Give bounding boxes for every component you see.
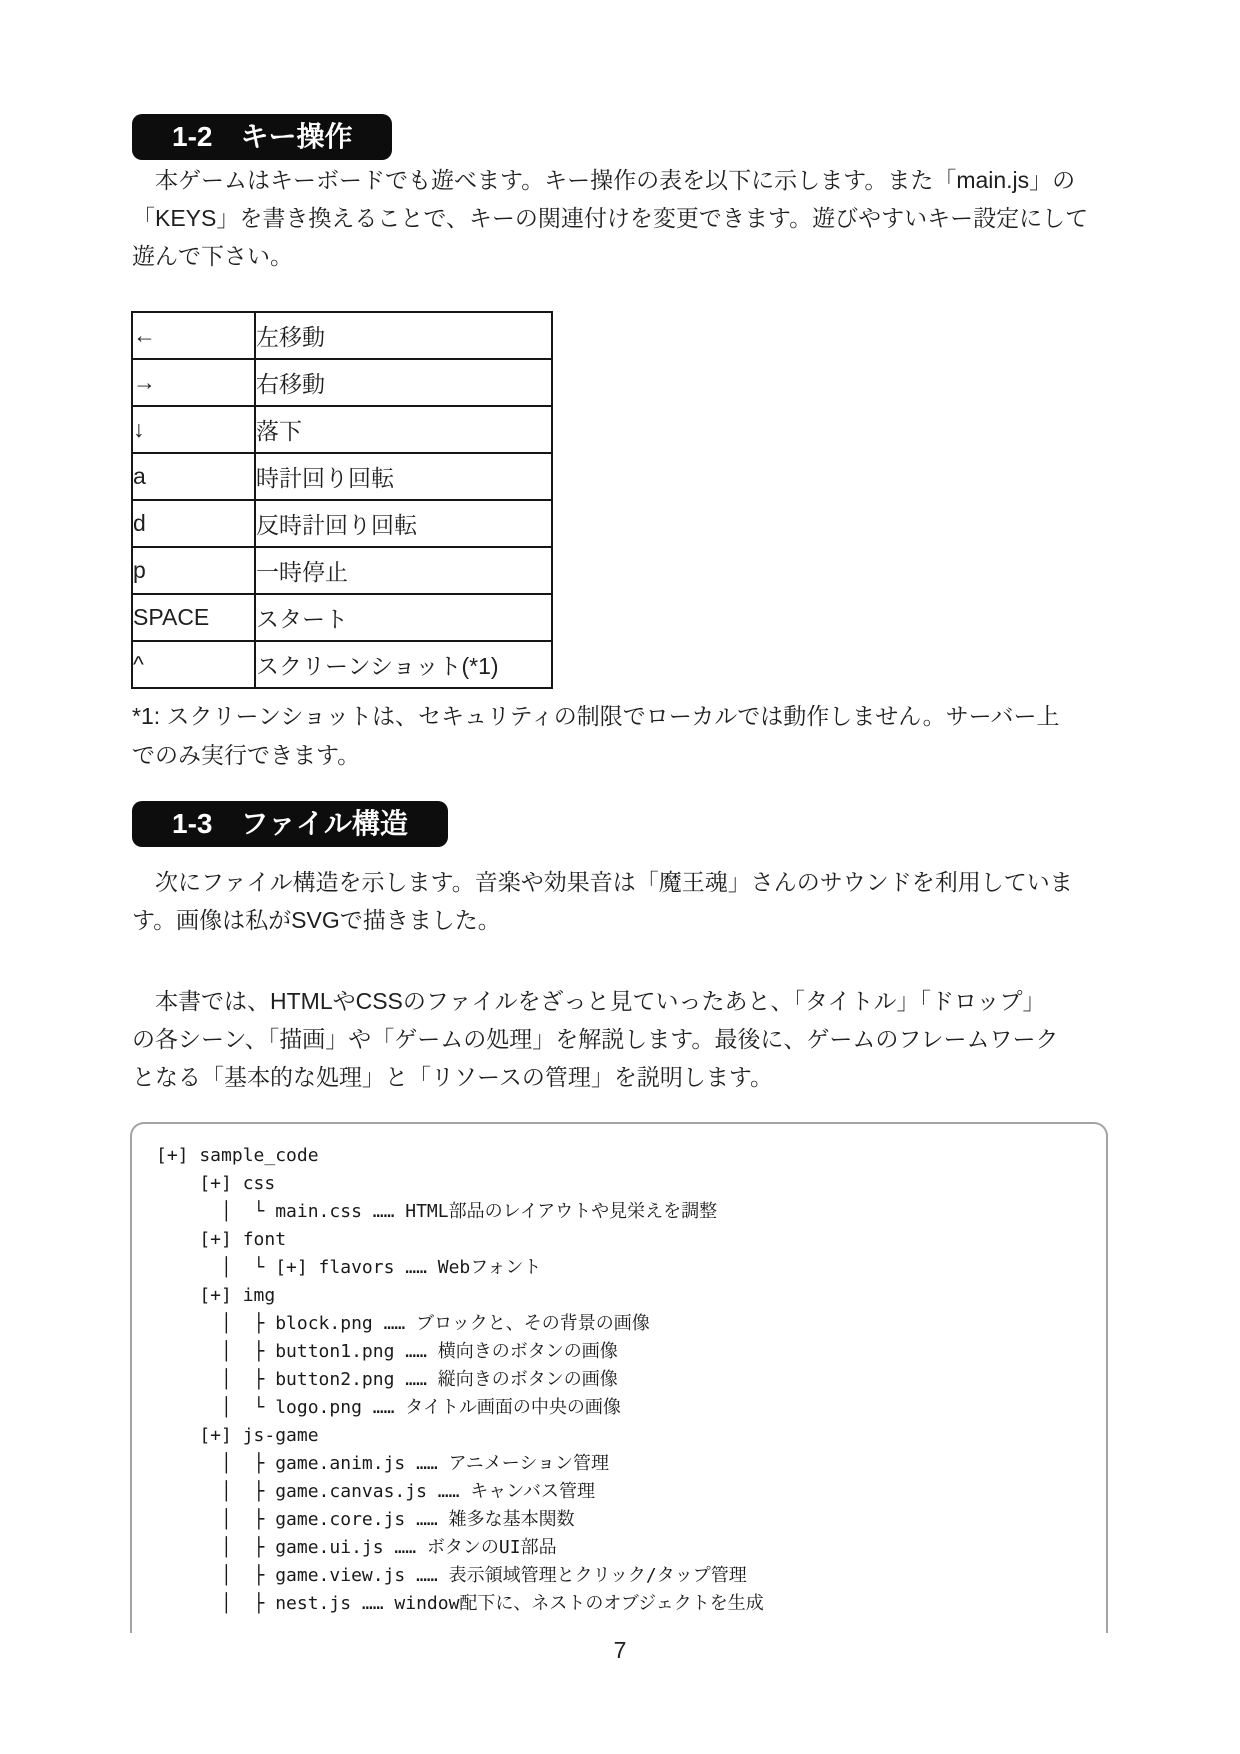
key-operation-table xyxy=(131,311,553,689)
table-row xyxy=(132,359,552,406)
key-cell: → xyxy=(132,359,255,406)
file-tree-line: │ ├ game.canvas.js …… キャンバス管理 xyxy=(156,1481,596,1502)
file-tree-line: [+] js-game xyxy=(156,1425,319,1446)
section-1-2-paragraph xyxy=(132,161,1088,275)
key-cell: ← xyxy=(132,312,255,359)
footnote-line: *1: スクリーンショットは、セキュリティの制限でローカルでは動作しません。サーバー上 xyxy=(132,703,1060,729)
file-tree-line: │ ├ button2.png …… 縦向きのボタンの画像 xyxy=(156,1369,618,1390)
key-cell: p xyxy=(132,547,255,594)
file-tree-line: │ ├ nest.js …… window配下に、ネストのオブジェクトを生成 xyxy=(156,1593,764,1614)
table-row xyxy=(132,641,552,688)
file-structure-box xyxy=(130,1122,1108,1633)
file-tree-line: [+] font xyxy=(156,1229,287,1250)
paragraph-line: 次にファイル構造を示します。音楽や効果音は「魔王魂」さんのサウンドを利用していま xyxy=(132,869,1073,895)
action-cell: 反時計回り回転 xyxy=(255,500,552,547)
file-tree-line: │ ├ game.anim.js …… アニメーション管理 xyxy=(156,1453,609,1474)
footnote-line: でのみ実行できます。 xyxy=(132,742,361,768)
table-row xyxy=(132,594,552,641)
action-cell: 右移動 xyxy=(255,359,552,406)
footnote xyxy=(132,697,1060,775)
section-1-3-paragraph-1 xyxy=(132,863,1073,939)
action-cell: 落下 xyxy=(255,406,552,453)
table-row xyxy=(132,406,552,453)
section-heading-1-3: 1-3 ファイル構造 xyxy=(132,801,448,847)
paragraph-line: となる「基本的な処理」と「リソースの管理」を説明します。 xyxy=(132,1064,774,1090)
key-cell: a xyxy=(132,453,255,500)
file-tree-line: [+] sample_code xyxy=(156,1145,319,1166)
file-tree-line: │ ├ block.png …… ブロックと、その背景の画像 xyxy=(156,1313,650,1334)
file-tree-line: │ ├ game.ui.js …… ボタンのUI部品 xyxy=(156,1537,557,1558)
file-tree-line: │ ├ game.view.js …… 表示領域管理とクリック/タップ管理 xyxy=(156,1565,747,1586)
paragraph-line: 「KEYS」を書き換えることで、キーの関連付けを変更できます。遊びやすいキー設定にして xyxy=(132,205,1089,231)
file-tree-line: │ ├ button1.png …… 横向きのボタンの画像 xyxy=(156,1341,618,1362)
page-number: 7 xyxy=(613,1637,627,1663)
section-1-3-paragraph-2 xyxy=(132,982,1058,1096)
action-cell: 左移動 xyxy=(255,312,552,359)
action-cell: 時計回り回転 xyxy=(255,453,552,500)
file-tree-line: [+] css xyxy=(156,1173,276,1194)
file-tree-line: │ └ main.css …… HTML部品のレイアウトや見栄えを調整 xyxy=(156,1201,718,1222)
paragraph-line: 本書では、HTMLやCSSのファイルをざっと見ていったあと、「タイトル」「ドロップ」 xyxy=(132,988,1046,1014)
file-tree-line: │ ├ game.core.js …… 雑多な基本関数 xyxy=(156,1509,575,1530)
action-cell: スタート xyxy=(255,594,552,641)
action-cell: スクリーンショット(*1) xyxy=(255,641,552,688)
file-tree-line: [+] img xyxy=(156,1285,276,1306)
paragraph-line: す。画像は私がSVGで描きました。 xyxy=(132,907,501,933)
table-row xyxy=(132,547,552,594)
file-tree-line: │ └ logo.png …… タイトル画面の中央の画像 xyxy=(156,1397,621,1418)
table-row xyxy=(132,312,552,359)
key-cell: SPACE xyxy=(132,594,255,641)
paragraph-line: の各シーン、「描画」や「ゲームの処理」を解説します。最後に、ゲームのフレームワーク xyxy=(132,1026,1059,1052)
paragraph-line: 本ゲームはキーボードでも遊べます。キー操作の表を以下に示します。また「main.js」の xyxy=(132,167,1076,193)
key-cell: d xyxy=(132,500,255,547)
section-heading-1-2: 1-2 キー操作 xyxy=(132,114,392,160)
table-row xyxy=(132,500,552,547)
paragraph-line: 遊んで下さい。 xyxy=(132,243,293,269)
table-row xyxy=(132,453,552,500)
key-cell: ^ xyxy=(132,641,255,688)
action-cell: 一時停止 xyxy=(255,547,552,594)
file-tree-line: │ └ [+] flavors …… Webフォント xyxy=(156,1257,542,1278)
key-cell: ↓ xyxy=(132,406,255,453)
file-tree xyxy=(132,1124,1106,1618)
